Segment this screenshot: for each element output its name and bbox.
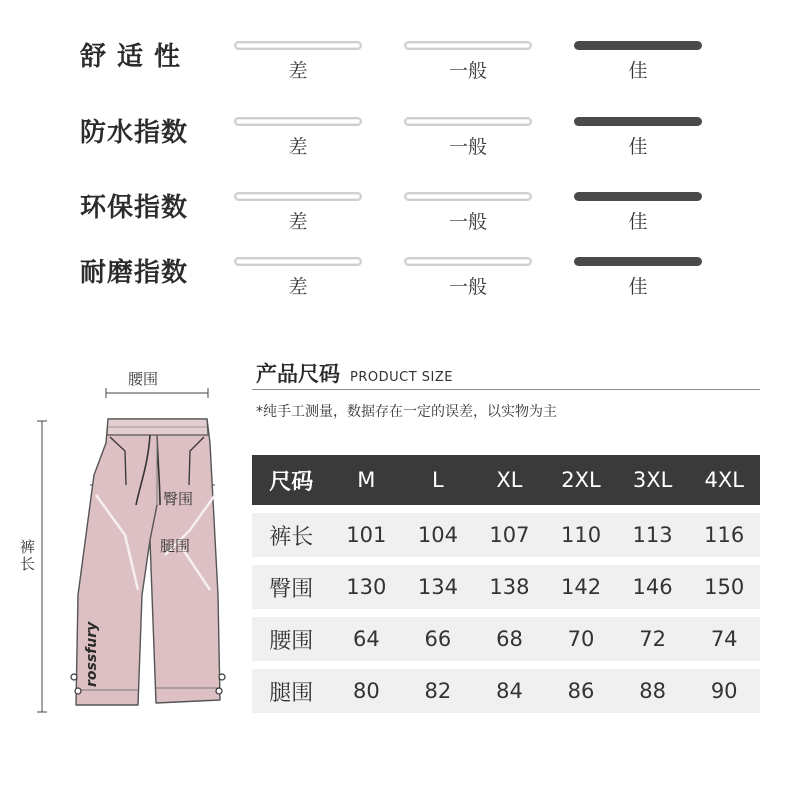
size-cell: 134	[402, 557, 474, 609]
rating-label-average: 一般	[448, 276, 487, 298]
size-cell: 107	[474, 505, 546, 557]
row-label: 臀围	[252, 557, 331, 609]
size-table-header-row	[252, 455, 760, 505]
rating-bar-good	[574, 117, 702, 126]
size-cell: 86	[545, 661, 617, 713]
size-cell: 74	[688, 609, 760, 661]
rating-label-average: 一般	[448, 136, 487, 158]
rating-row-waterproof	[0, 112, 790, 172]
rating-bar-good	[574, 257, 702, 266]
rating-bar-average	[404, 117, 532, 126]
size-cell: 72	[617, 609, 689, 661]
size-cell: 64	[331, 609, 403, 661]
rating-label-good: 佳	[628, 211, 648, 233]
rating-label-average: 一般	[448, 60, 487, 82]
rating-row-wear	[0, 252, 790, 312]
row-label: 腿围	[252, 661, 331, 713]
rating-bar-average	[404, 257, 532, 266]
table-row	[252, 661, 760, 713]
length-label: 裤长	[20, 538, 36, 573]
rating-bar-poor	[234, 117, 362, 126]
rating-label-good: 佳	[628, 60, 648, 82]
size-header-cell: 2XL	[561, 468, 601, 492]
measurement-note: *纯手工测量，数据存在一定的误差，以实物为主	[256, 404, 557, 420]
rating-label-good: 佳	[628, 136, 648, 158]
size-cell: 110	[545, 505, 617, 557]
rating-row-eco	[0, 187, 790, 247]
rating-bar-poor	[234, 192, 362, 201]
size-cell: 138	[474, 557, 546, 609]
rating-label-poor: 差	[288, 211, 308, 233]
size-cell: 90	[688, 661, 760, 713]
rating-row-comfort	[0, 36, 790, 96]
rating-title: 耐磨指数	[80, 258, 189, 288]
size-header-cell: XL	[496, 468, 523, 492]
rating-label-poor: 差	[288, 60, 308, 82]
size-header-cell: M	[357, 468, 376, 492]
rating-bar-poor	[234, 257, 362, 266]
size-section-title: 产品尺码	[256, 362, 340, 386]
rating-bar-average	[404, 41, 532, 50]
size-cell: 113	[617, 505, 689, 557]
size-cell: 116	[688, 505, 760, 557]
size-cell: 68	[474, 609, 546, 661]
size-section-header	[256, 358, 453, 388]
size-cell: 101	[331, 505, 403, 557]
thigh-label: 腿围	[160, 537, 191, 555]
size-cell: 142	[545, 557, 617, 609]
table-row	[252, 609, 760, 661]
size-header-cell: 尺码	[269, 469, 314, 495]
size-cell: 82	[402, 661, 474, 713]
rating-bar-good	[574, 192, 702, 201]
rating-bar-good	[574, 41, 702, 50]
rating-label-good: 佳	[628, 276, 648, 298]
size-header-cell: L	[432, 468, 444, 492]
size-cell: 80	[331, 661, 403, 713]
size-cell: 70	[545, 609, 617, 661]
waist-label: 腰围	[128, 370, 159, 388]
pants-print-text: rossfury	[84, 621, 100, 687]
size-section-divider	[252, 389, 760, 390]
rating-bar-average	[404, 192, 532, 201]
table-row	[252, 505, 760, 557]
rating-label-average: 一般	[448, 211, 487, 233]
size-cell: 88	[617, 661, 689, 713]
hip-label: 臀围	[163, 490, 194, 508]
rating-title: 舒适性	[80, 42, 192, 72]
row-label: 裤长	[252, 505, 331, 557]
rating-title: 环保指数	[80, 193, 189, 223]
rating-bar-poor	[234, 41, 362, 50]
rating-label-poor: 差	[288, 136, 308, 158]
size-cell: 84	[474, 661, 546, 713]
size-cell: 146	[617, 557, 689, 609]
row-label: 腰围	[252, 609, 331, 661]
pants-diagram	[0, 355, 240, 735]
size-header-cell: 3XL	[632, 468, 673, 492]
size-table	[252, 455, 760, 713]
table-row	[252, 557, 760, 609]
size-header-cell: 4XL	[704, 468, 744, 492]
size-cell: 104	[402, 505, 474, 557]
size-cell: 130	[331, 557, 403, 609]
size-cell: 150	[688, 557, 760, 609]
pants-illustration	[0, 355, 240, 735]
rating-label-poor: 差	[288, 276, 308, 298]
size-cell: 66	[402, 609, 474, 661]
rating-title: 防水指数	[80, 118, 189, 148]
size-section-subtitle: PRODUCT SIZE	[350, 370, 453, 385]
